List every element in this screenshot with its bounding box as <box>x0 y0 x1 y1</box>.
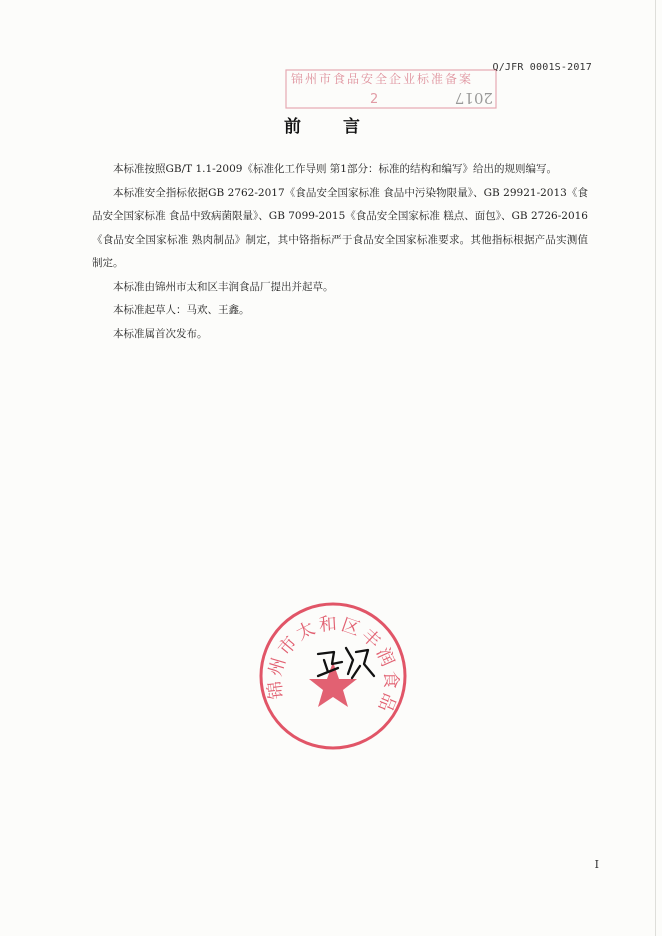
page-title: 前 言 <box>284 117 378 137</box>
signature <box>310 640 380 680</box>
paragraph-first-release: 本标准属首次发布。 <box>113 327 208 340</box>
paragraph-proposer: 本标准由锦州市太和区丰润食品厂提出并起草。 <box>113 280 334 293</box>
filing-stamp-mark <box>285 66 500 112</box>
paragraph-drafters: 本标准起草人：马欢、王鑫。 <box>113 304 250 316</box>
body-text <box>92 158 588 346</box>
scan-edge <box>655 0 656 936</box>
document-code: Q/JFR 0001S-2017 <box>492 62 592 73</box>
filing-stamp-text: 锦州市食品安全企业标准备案 <box>291 72 474 86</box>
page-number: I <box>594 858 599 871</box>
paragraph-structure-rule: 本标准按照GB/T 1.1-2009《标准化工作导则 第1部分：标准的结构和编写》给出的规则编写。 <box>113 163 557 175</box>
company-seal-text: 锦州市太和区丰润食品 <box>264 613 402 718</box>
filing-stamp <box>285 66 500 112</box>
filing-stamp-year: 2017 <box>454 89 493 107</box>
filing-stamp-number: 2 <box>370 92 379 107</box>
handwritten-signature <box>310 640 380 680</box>
paragraph-safety-basis: 本标准安全指标依据GB 2762-2017《食品安全国家标准 食品中污染物限量》、GB 29921-2013《食品安全国家标准 食品中致病菌限量》、GB 7099-2015《食品安全国家标准 糕点、面包》、GB 2726-2016《食品安全国家标准 熟肉制品》制定，其中铬指标严于食品安全国家标准要求。其他指标根据产品实测值制定。 <box>92 186 588 269</box>
